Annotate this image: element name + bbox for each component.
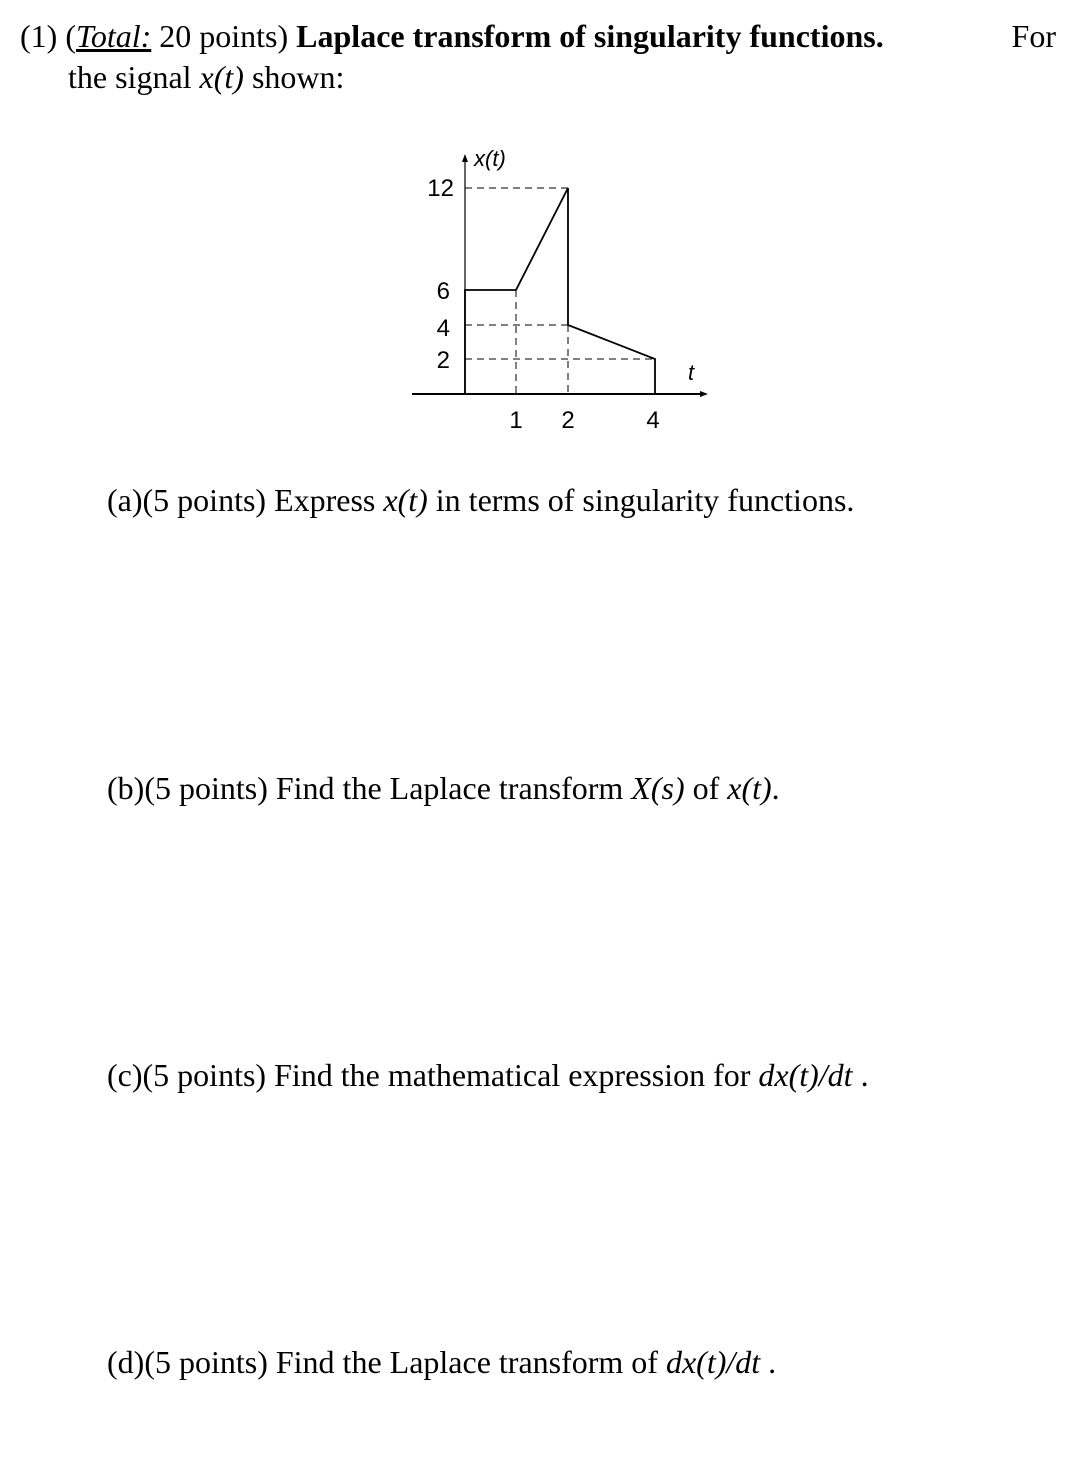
total-points: 20 points)	[159, 18, 289, 54]
part-c	[107, 1057, 869, 1093]
x-tick-1: 1	[509, 407, 523, 434]
part-b-text: (5 points) Find the Laplace transform	[144, 770, 624, 806]
question-line2-prefix: the signal	[68, 59, 192, 95]
signal-name: x(t)	[199, 59, 244, 95]
part-b-var: X(s)	[631, 770, 685, 806]
part-a	[107, 482, 854, 518]
part-c-label: (c)	[107, 1057, 143, 1093]
part-d-text: (5 points) Find the Laplace transform of	[144, 1344, 658, 1380]
part-c-var: dx(t)/dt	[758, 1057, 853, 1093]
x-tick-4: 4	[646, 407, 660, 434]
y-axis-label: x(t)	[474, 146, 506, 171]
question-header-line	[20, 18, 1056, 54]
part-a-label: (a)	[107, 482, 143, 518]
part-c-text: (5 points) Find the mathematical expression for	[142, 1057, 751, 1093]
part-b-mid: of	[692, 770, 720, 806]
question-line1-tail: For	[1011, 18, 1056, 54]
part-a-text: (5 points) Express	[142, 482, 376, 518]
question-header-line2	[68, 59, 344, 95]
part-b-var2: x(t)	[727, 770, 772, 806]
guide-lines	[465, 188, 655, 394]
y-axis-arrow	[462, 154, 468, 162]
x-tick-2: 2	[561, 407, 575, 434]
part-b-tail: .	[771, 770, 780, 806]
y-tick-6: 6	[436, 278, 450, 305]
y-tick-2: 2	[436, 347, 450, 374]
signal-curve	[412, 188, 705, 394]
question-number: (1)	[20, 18, 58, 54]
part-a-var: x(t)	[383, 482, 428, 518]
y-tick-4: 4	[436, 315, 450, 342]
part-b	[107, 770, 780, 806]
part-a-tail: in terms of singularity functions.	[435, 482, 855, 518]
question-line2-suffix: shown:	[251, 59, 345, 95]
part-b-label: (b)	[107, 770, 145, 806]
x-axis-label: t	[688, 360, 695, 385]
part-c-tail: .	[860, 1057, 869, 1093]
part-d-tail: .	[768, 1344, 777, 1380]
total-label: Total:	[75, 18, 152, 54]
question-header-left: (1) (Total: 20 points) Laplace transform of singularity functions.	[20, 18, 884, 54]
part-d-var: dx(t)/dt	[665, 1344, 761, 1380]
part-d-label: (d)	[107, 1344, 145, 1380]
signal-plot	[400, 140, 720, 440]
question-title: Laplace transform of singularity functions.	[296, 18, 884, 54]
y-tick-12: 12	[427, 175, 454, 202]
part-d	[107, 1344, 776, 1380]
